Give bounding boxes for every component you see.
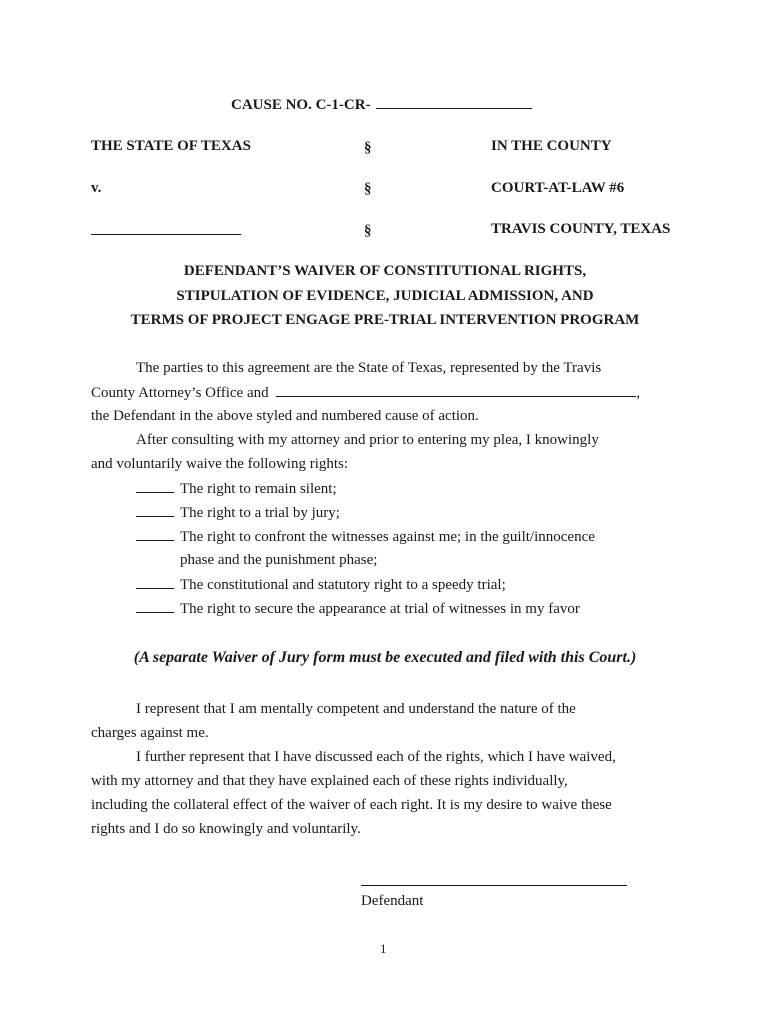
right-item (136, 480, 337, 498)
further-line: rights and I do so knowingly and voluntarily. (91, 821, 361, 837)
section-mark: § (364, 140, 372, 156)
initial-blank[interactable] (136, 480, 174, 493)
comma: , (636, 385, 641, 401)
further-line: I further represent that I have discussed each of the rights, which I have waived, (136, 749, 616, 765)
right-item (136, 504, 340, 522)
defendant-name-blank[interactable] (91, 222, 241, 240)
section-mark: § (364, 181, 372, 197)
caption-county: IN THE COUNTY (491, 138, 612, 154)
initial-blank[interactable] (136, 576, 174, 589)
right-text: The right to remain silent; (180, 481, 337, 497)
caption-court: COURT-AT-LAW #6 (491, 180, 625, 196)
right-text: The right to secure the appearance at trial of witnesses in my favor (180, 601, 580, 617)
caption-travis: TRAVIS COUNTY, TEXAS (491, 221, 671, 237)
document-title-line: DEFENDANT’S WAIVER OF CONSTITUTIONAL RIGHTS, (183, 263, 587, 279)
initial-blank[interactable] (136, 600, 174, 613)
right-text: The constitutional and statutory right to a speedy trial; (180, 577, 506, 593)
cause-number-label: CAUSE NO. C-1-CR- (231, 97, 371, 113)
initial-blank[interactable] (136, 504, 174, 517)
cause-number (231, 96, 532, 114)
right-text-continued: phase and the punishment phase; (180, 552, 378, 568)
document-title-line: STIPULATION OF EVIDENCE, JUDICIAL ADMISSION, AND (176, 288, 594, 304)
further-line: including the collateral effect of the waiver of each right. It is my desire to waive these (91, 797, 612, 813)
intro-line (91, 384, 640, 402)
cause-number-blank[interactable] (376, 96, 532, 109)
right-item (136, 600, 580, 618)
consult-line: After consulting with my attorney and prior to entering my plea, I knowingly (136, 432, 599, 448)
represent-line: charges against me. (91, 725, 209, 741)
intro-text: County Attorney’s Office and (91, 385, 269, 401)
right-text: The right to confront the witnesses against me; in the guilt/innocence (180, 529, 595, 545)
defendant-name-field[interactable] (276, 384, 636, 397)
represent-line: I represent that I am mentally competent and understand the nature of the (136, 701, 576, 717)
caption-state: THE STATE OF TEXAS (91, 138, 251, 154)
intro-line: The parties to this agreement are the State of Texas, represented by the Travis (136, 360, 602, 376)
signature-line[interactable] (361, 873, 627, 886)
right-text: The right to a trial by jury; (180, 505, 340, 521)
right-item (136, 528, 595, 546)
section-mark: § (364, 223, 372, 239)
right-item (136, 576, 506, 594)
caption-versus: v. (91, 180, 102, 196)
intro-line: the Defendant in the above styled and numbered cause of action. (91, 408, 479, 424)
document-title-line: TERMS OF PROJECT ENGAGE PRE-TRIAL INTERVENTION PROGRAM (130, 312, 640, 328)
signature-label: Defendant (361, 893, 424, 909)
page-number: 1 (380, 941, 387, 956)
further-line: with my attorney and that they have explained each of these rights individually, (91, 773, 568, 789)
initial-blank[interactable] (136, 528, 174, 541)
consult-line: and voluntarily waive the following rights: (91, 456, 349, 472)
jury-waiver-note: (A separate Waiver of Jury form must be executed and filed with this Court.) (133, 649, 637, 666)
